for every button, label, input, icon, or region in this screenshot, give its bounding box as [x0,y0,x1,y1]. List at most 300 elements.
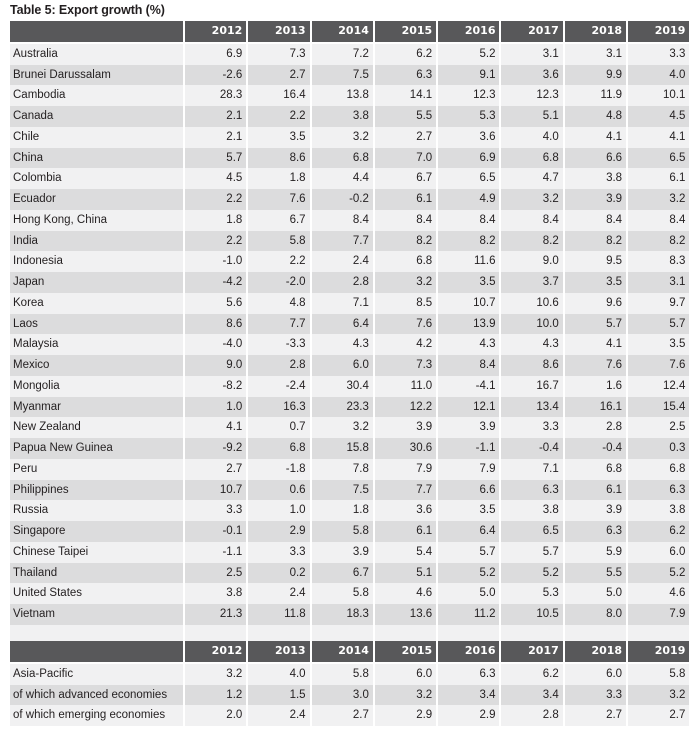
value-cell-2013: 2.2 [248,251,309,272]
value-cell-2017: 6.2 [501,664,562,685]
value-cell-2019: 6.0 [628,542,689,563]
value-cell-2015: 7.0 [375,148,436,169]
value-cell-2018: 7.6 [565,355,626,376]
value-cell-2019: 2.5 [628,417,689,438]
row-label: New Zealand [10,417,183,438]
value-cell-2016: 6.5 [438,168,499,189]
value-cell-2016: 8.4 [438,210,499,231]
column-header-2013: 2013 [248,21,309,44]
value-cell-2019: 10.1 [628,85,689,106]
value-cell-2016: -4.1 [438,376,499,397]
value-cell-2018: 3.9 [565,500,626,521]
value-cell-2014: 8.4 [312,210,373,231]
value-cell-2015: 8.4 [375,210,436,231]
value-cell-2013: -2.4 [248,376,309,397]
value-cell-2015: 6.1 [375,189,436,210]
value-cell-2015: 5.5 [375,106,436,127]
value-cell-2017: 5.2 [501,563,562,584]
value-cell-2017: 4.7 [501,168,562,189]
value-cell-2013: 0.6 [248,480,309,501]
row-label: Mongolia [10,376,183,397]
value-cell-2018: 6.0 [565,664,626,685]
aggregate-table [8,641,691,726]
value-cell-2014: 6.0 [312,355,373,376]
value-cell-2014: 4.3 [312,334,373,355]
value-cell-2014: -0.2 [312,189,373,210]
value-cell-2012: 10.7 [185,480,246,501]
value-cell-2016: 13.9 [438,314,499,335]
value-cell-2015: 12.2 [375,397,436,418]
column-header-2012: 2012 [185,641,246,664]
value-cell-2013: 6.8 [248,438,309,459]
table-row [10,272,689,293]
value-cell-2018: 8.4 [565,210,626,231]
value-cell-2014: 7.5 [312,65,373,86]
table-row [10,438,689,459]
value-cell-2012: 2.2 [185,231,246,252]
table-row [10,251,689,272]
row-label: Peru [10,459,183,480]
value-cell-2018: -0.4 [565,438,626,459]
value-cell-2019: 5.2 [628,563,689,584]
value-cell-2019: 6.1 [628,168,689,189]
value-cell-2014: 3.9 [312,542,373,563]
column-header-2018: 2018 [565,641,626,664]
value-cell-2015: 14.1 [375,85,436,106]
row-label: Asia-Pacific [10,664,183,685]
value-cell-2013: 3.3 [248,542,309,563]
value-cell-2012: 3.8 [185,583,246,604]
value-cell-2013: 1.0 [248,500,309,521]
value-cell-2017: 9.0 [501,251,562,272]
value-cell-2015: 3.2 [375,685,436,706]
value-cell-2016: 12.3 [438,85,499,106]
value-cell-2015: 11.0 [375,376,436,397]
value-cell-2013: 7.3 [248,44,309,65]
value-cell-2019: 15.4 [628,397,689,418]
value-cell-2015: 7.3 [375,355,436,376]
row-label: Laos [10,314,183,335]
value-cell-2014: 13.8 [312,85,373,106]
value-cell-2018: 3.9 [565,189,626,210]
value-cell-2012: 9.0 [185,355,246,376]
value-cell-2019: 4.5 [628,106,689,127]
row-label: Australia [10,44,183,65]
value-cell-2017: 12.3 [501,85,562,106]
row-label: Thailand [10,563,183,584]
value-cell-2019: 3.5 [628,334,689,355]
value-cell-2018: 5.7 [565,314,626,335]
value-cell-2018: 3.1 [565,44,626,65]
value-cell-2015: 4.6 [375,583,436,604]
value-cell-2016: 3.4 [438,685,499,706]
value-cell-2019: 9.7 [628,293,689,314]
table-row [10,521,689,542]
column-header-2017: 2017 [501,641,562,664]
table-title: Table 5: Export growth (%) [10,3,165,17]
value-cell-2018: 4.1 [565,334,626,355]
value-cell-2016: 11.6 [438,251,499,272]
value-cell-2017: 3.2 [501,189,562,210]
value-cell-2014: 7.5 [312,480,373,501]
value-cell-2013: -3.3 [248,334,309,355]
value-cell-2018: 8.0 [565,604,626,625]
value-cell-2012: -0.1 [185,521,246,542]
table-body [10,44,689,645]
value-cell-2012: 2.1 [185,127,246,148]
value-cell-2015: 7.9 [375,459,436,480]
value-cell-2013: 7.6 [248,189,309,210]
row-label: Colombia [10,168,183,189]
value-cell-2016: 11.2 [438,604,499,625]
table-row [10,604,689,625]
value-cell-2014: 2.4 [312,251,373,272]
value-cell-2017: 2.8 [501,705,562,726]
value-cell-2013: 5.8 [248,231,309,252]
value-cell-2014: 2.7 [312,705,373,726]
value-cell-2017: 6.3 [501,480,562,501]
value-cell-2012: 5.7 [185,148,246,169]
value-cell-2016: 4.9 [438,189,499,210]
value-cell-2019: 8.3 [628,251,689,272]
value-cell-2013: 0.2 [248,563,309,584]
value-cell-2015: 6.3 [375,65,436,86]
value-cell-2012: 2.2 [185,189,246,210]
value-cell-2016: 9.1 [438,65,499,86]
value-cell-2015: 6.2 [375,44,436,65]
value-cell-2017: 4.3 [501,334,562,355]
row-label: Russia [10,500,183,521]
value-cell-2019: 3.2 [628,685,689,706]
value-cell-2012: 1.2 [185,685,246,706]
value-cell-2016: 5.0 [438,583,499,604]
value-cell-2019: 7.6 [628,355,689,376]
row-label: Malaysia [10,334,183,355]
column-header-2015: 2015 [375,21,436,44]
value-cell-2017: 6.5 [501,521,562,542]
row-label: Singapore [10,521,183,542]
value-cell-2013: 2.8 [248,355,309,376]
column-header-2016: 2016 [438,21,499,44]
value-cell-2014: 15.8 [312,438,373,459]
value-cell-2015: 8.2 [375,231,436,252]
value-cell-2019: 3.2 [628,189,689,210]
value-cell-2017: 10.6 [501,293,562,314]
value-cell-2014: 5.8 [312,521,373,542]
value-cell-2015: 5.1 [375,563,436,584]
value-cell-2015: 13.6 [375,604,436,625]
value-cell-2014: 7.1 [312,293,373,314]
value-cell-2015: 3.6 [375,500,436,521]
value-cell-2013: 4.8 [248,293,309,314]
value-cell-2015: 6.8 [375,251,436,272]
value-cell-2014: 6.7 [312,563,373,584]
value-cell-2018: 8.2 [565,231,626,252]
value-cell-2015: 7.6 [375,314,436,335]
table-row [10,500,689,521]
value-cell-2016: 12.1 [438,397,499,418]
value-cell-2013: 1.5 [248,685,309,706]
value-cell-2017: 4.0 [501,127,562,148]
table-row [10,148,689,169]
value-cell-2014: 4.4 [312,168,373,189]
row-label: Ecuador [10,189,183,210]
value-cell-2019: 12.4 [628,376,689,397]
value-cell-2017: 10.5 [501,604,562,625]
value-cell-2017: 5.1 [501,106,562,127]
value-cell-2015: 6.1 [375,521,436,542]
value-cell-2018: 3.8 [565,168,626,189]
value-cell-2014: 23.3 [312,397,373,418]
table-row [10,563,689,584]
value-cell-2019: 6.2 [628,521,689,542]
value-cell-2013: 2.4 [248,705,309,726]
value-cell-2019: 7.9 [628,604,689,625]
column-header-2019: 2019 [628,641,689,664]
table-row [10,210,689,231]
value-cell-2013: 11.8 [248,604,309,625]
value-cell-2012: 28.3 [185,85,246,106]
value-cell-2014: 5.8 [312,583,373,604]
value-cell-2013: 2.7 [248,65,309,86]
value-cell-2013: 0.7 [248,417,309,438]
value-cell-2014: 7.2 [312,44,373,65]
value-cell-2012: -2.6 [185,65,246,86]
table-row [10,189,689,210]
value-cell-2016: 5.7 [438,542,499,563]
value-cell-2016: 10.7 [438,293,499,314]
value-cell-2013: 16.3 [248,397,309,418]
column-header-2018: 2018 [565,21,626,44]
value-cell-2019: 4.1 [628,127,689,148]
row-label: Canada [10,106,183,127]
row-label: Korea [10,293,183,314]
value-cell-2017: 3.4 [501,685,562,706]
row-label: Mexico [10,355,183,376]
value-cell-2018: 9.9 [565,65,626,86]
value-cell-2012: 2.1 [185,106,246,127]
value-cell-2012: -1.1 [185,542,246,563]
value-cell-2014: 1.8 [312,500,373,521]
value-cell-2012: -8.2 [185,376,246,397]
value-cell-2013: 8.6 [248,148,309,169]
value-cell-2016: 8.4 [438,355,499,376]
value-cell-2016: -1.1 [438,438,499,459]
value-cell-2018: 5.0 [565,583,626,604]
value-cell-2012: 5.6 [185,293,246,314]
value-cell-2017: 13.4 [501,397,562,418]
value-cell-2014: 2.8 [312,272,373,293]
value-cell-2012: 4.5 [185,168,246,189]
table-row [10,44,689,65]
row-label: of which emerging economies [10,705,183,726]
value-cell-2019: 6.8 [628,459,689,480]
table-row [10,314,689,335]
value-cell-2019: 0.3 [628,438,689,459]
table-row [10,127,689,148]
aggregate-header-row [10,641,689,664]
table-row [10,168,689,189]
row-label: Brunei Darussalam [10,65,183,86]
aggregate-body [10,664,689,726]
value-cell-2016: 3.5 [438,500,499,521]
table-row [10,583,689,604]
value-cell-2019: 4.6 [628,583,689,604]
value-cell-2016: 5.2 [438,563,499,584]
table-row [10,65,689,86]
table-row [10,705,689,726]
table-row [10,542,689,563]
value-cell-2016: 3.5 [438,272,499,293]
value-cell-2018: 6.1 [565,480,626,501]
value-cell-2016: 2.9 [438,705,499,726]
column-header-2014: 2014 [312,641,373,664]
table-row [10,106,689,127]
value-cell-2013: 3.5 [248,127,309,148]
value-cell-2015: 6.0 [375,664,436,685]
row-label: Indonesia [10,251,183,272]
value-cell-2014: 3.8 [312,106,373,127]
value-cell-2018: 6.3 [565,521,626,542]
row-label: Chinese Taipei [10,542,183,563]
table-row [10,85,689,106]
value-cell-2018: 3.5 [565,272,626,293]
value-cell-2012: -1.0 [185,251,246,272]
value-cell-2017: 3.8 [501,500,562,521]
column-header-2016: 2016 [438,641,499,664]
value-cell-2018: 2.7 [565,705,626,726]
value-cell-2019: 3.1 [628,272,689,293]
value-cell-2016: 3.9 [438,417,499,438]
value-cell-2018: 4.1 [565,127,626,148]
value-cell-2013: 1.8 [248,168,309,189]
column-header-2019: 2019 [628,21,689,44]
row-label: United States [10,583,183,604]
export-growth-table [8,21,691,645]
row-label: China [10,148,183,169]
table-row [10,664,689,685]
value-cell-2016: 7.9 [438,459,499,480]
row-label: Philippines [10,480,183,501]
value-cell-2018: 9.5 [565,251,626,272]
value-cell-2019: 6.5 [628,148,689,169]
value-cell-2015: 30.6 [375,438,436,459]
row-label: Hong Kong, China [10,210,183,231]
row-label: Cambodia [10,85,183,106]
value-cell-2018: 9.6 [565,293,626,314]
value-cell-2013: 2.2 [248,106,309,127]
value-cell-2013: 16.4 [248,85,309,106]
value-cell-2016: 6.3 [438,664,499,685]
value-cell-2012: 4.1 [185,417,246,438]
value-cell-2013: 2.9 [248,521,309,542]
value-cell-2014: 7.7 [312,231,373,252]
value-cell-2012: 2.0 [185,705,246,726]
table-row [10,376,689,397]
value-cell-2015: 6.7 [375,168,436,189]
value-cell-2019: 8.2 [628,231,689,252]
value-cell-2018: 4.8 [565,106,626,127]
value-cell-2017: 3.1 [501,44,562,65]
value-cell-2014: 6.8 [312,148,373,169]
row-label: of which advanced economies [10,685,183,706]
value-cell-2015: 3.9 [375,417,436,438]
value-cell-2016: 3.6 [438,127,499,148]
value-cell-2019: 2.7 [628,705,689,726]
value-cell-2017: 16.7 [501,376,562,397]
row-label: Vietnam [10,604,183,625]
value-cell-2012: -4.2 [185,272,246,293]
value-cell-2017: 8.6 [501,355,562,376]
column-header-2014: 2014 [312,21,373,44]
value-cell-2015: 5.4 [375,542,436,563]
value-cell-2017: 5.7 [501,542,562,563]
value-cell-2018: 11.9 [565,85,626,106]
value-cell-2017: 3.6 [501,65,562,86]
value-cell-2019: 3.3 [628,44,689,65]
value-cell-2017: 6.8 [501,148,562,169]
value-cell-2013: -1.8 [248,459,309,480]
value-cell-2015: 8.5 [375,293,436,314]
header-blank-cell [10,641,183,664]
value-cell-2018: 5.9 [565,542,626,563]
value-cell-2018: 6.6 [565,148,626,169]
header-blank-cell [10,21,183,44]
value-cell-2018: 1.6 [565,376,626,397]
value-cell-2015: 2.7 [375,127,436,148]
row-label: Japan [10,272,183,293]
value-cell-2013: 6.7 [248,210,309,231]
value-cell-2012: 1.8 [185,210,246,231]
value-cell-2014: 3.2 [312,417,373,438]
value-cell-2016: 6.9 [438,148,499,169]
value-cell-2018: 6.8 [565,459,626,480]
value-cell-2014: 3.2 [312,127,373,148]
value-cell-2012: 1.0 [185,397,246,418]
table-row [10,480,689,501]
header-row [10,21,689,44]
table-row [10,231,689,252]
value-cell-2014: 18.3 [312,604,373,625]
value-cell-2014: 30.4 [312,376,373,397]
value-cell-2014: 7.8 [312,459,373,480]
row-label: Chile [10,127,183,148]
value-cell-2014: 3.0 [312,685,373,706]
value-cell-2012: 21.3 [185,604,246,625]
value-cell-2013: 2.4 [248,583,309,604]
row-label: Myanmar [10,397,183,418]
value-cell-2012: 6.9 [185,44,246,65]
value-cell-2014: 5.8 [312,664,373,685]
table-row [10,293,689,314]
value-cell-2012: 2.5 [185,563,246,584]
value-cell-2013: -2.0 [248,272,309,293]
value-cell-2017: -0.4 [501,438,562,459]
value-cell-2019: 5.8 [628,664,689,685]
value-cell-2016: 5.2 [438,44,499,65]
value-cell-2019: 4.0 [628,65,689,86]
value-cell-2016: 6.4 [438,521,499,542]
value-cell-2016: 4.3 [438,334,499,355]
table-row [10,355,689,376]
value-cell-2013: 7.7 [248,314,309,335]
column-header-2017: 2017 [501,21,562,44]
row-label: India [10,231,183,252]
column-header-2012: 2012 [185,21,246,44]
value-cell-2012: 2.7 [185,459,246,480]
value-cell-2019: 3.8 [628,500,689,521]
value-cell-2012: -9.2 [185,438,246,459]
